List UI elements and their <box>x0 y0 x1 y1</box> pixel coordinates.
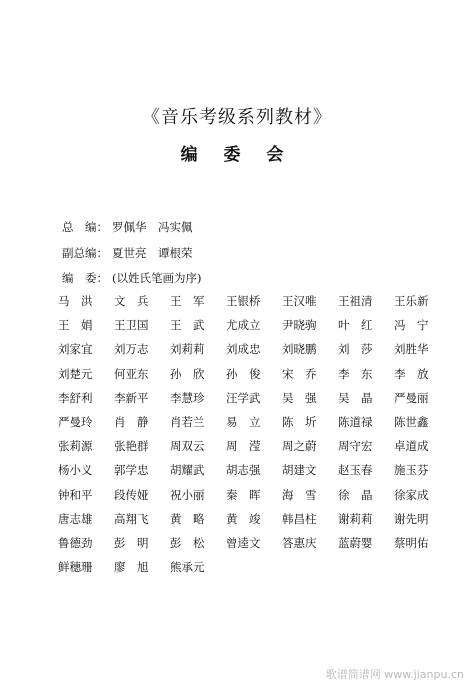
committee-member-name: 王乐新 <box>394 294 429 308</box>
committee-member-name: 孙 俊 <box>226 366 261 381</box>
committee-member-name: 杨小义 <box>58 463 93 478</box>
committee-member-name: 王 武 <box>170 318 205 333</box>
committee-member-name: 何亚东 <box>114 366 149 381</box>
committee-member-name: 黄 略 <box>170 511 205 526</box>
committee-member-name: 彭 明 <box>114 535 149 550</box>
chief-editor-line <box>62 219 193 235</box>
committee-member-name: 彭 松 <box>170 535 205 550</box>
committee-member-name: 王卫国 <box>114 318 149 333</box>
committee-member-name: 张莉源 <box>58 439 93 454</box>
committee-member-name: 答惠庆 <box>282 535 317 550</box>
committee-member-name: 陈世鑫 <box>394 414 429 429</box>
committee-member-name: 冯 宁 <box>394 318 429 333</box>
committee-member-name: 周双云 <box>170 439 205 454</box>
committee-member-name: 施玉芬 <box>394 463 429 478</box>
deputy-editor-names: 夏世亮 谭根荣 <box>112 246 193 260</box>
committee-member-name: 王 军 <box>170 294 205 308</box>
committee-member-grid <box>58 292 448 576</box>
committee-member-name: 徐家成 <box>394 487 429 502</box>
committee-member-name: 叶 红 <box>338 318 373 333</box>
committee-member-name: 陈道禄 <box>338 414 373 429</box>
committee-member-name: 唐志雄 <box>58 511 93 526</box>
committee-member-name: 鲁德劲 <box>58 535 93 550</box>
committee-member-name: 钟和平 <box>58 487 93 502</box>
committee-member-name: 周 滢 <box>226 439 261 454</box>
committee-member-name: 王汉唯 <box>282 294 317 308</box>
committee-member-name: 刘万志 <box>114 342 149 357</box>
committee-member-name: 谢莉莉 <box>338 511 373 526</box>
committee-members-line <box>62 270 201 286</box>
committee-member-name: 吴 晶 <box>338 390 373 405</box>
committee-member-name: 韩昌柱 <box>282 511 317 526</box>
committee-member-name: 海 雪 <box>282 487 317 502</box>
committee-member-name: 徐 晶 <box>338 487 373 502</box>
committee-member-name: 刘 莎 <box>338 342 373 357</box>
committee-member-name: 郭学忠 <box>114 463 149 478</box>
committee-member-name: 赵玉春 <box>338 463 373 478</box>
committee-member-name: 张艳群 <box>114 439 149 454</box>
site-watermark: 歌谱简谱网 www.jianpu.cn <box>325 668 464 681</box>
committee-member-name: 马 洪 <box>58 294 93 308</box>
committee-member-name: 刘成忠 <box>226 342 261 357</box>
committee-member-name: 刘胜华 <box>394 342 429 357</box>
committee-member-name: 陈 圻 <box>282 414 317 429</box>
committee-member-name: 严曼玲 <box>58 414 93 429</box>
committee-member-name: 鲜穗珊 <box>58 560 93 575</box>
committee-member-name: 蔡明佑 <box>394 535 429 550</box>
committee-member-name: 吴 强 <box>282 390 317 405</box>
committee-member-name: 孙 欣 <box>170 366 205 381</box>
committee-member-name: 胡建文 <box>282 463 317 478</box>
committee-member-name: 尤成立 <box>226 318 261 333</box>
committee-member-name: 宋 乔 <box>282 366 317 381</box>
committee-member-name: 李慧珍 <box>170 390 205 405</box>
committee-member-name: 王祖清 <box>338 294 373 308</box>
committee-heading: 编 委 会 <box>180 145 294 165</box>
committee-member-name: 刘楚元 <box>58 366 93 381</box>
committee-member-name: 高翔飞 <box>114 511 149 526</box>
book-series-title: 《音乐考级系列教材》 <box>142 107 332 128</box>
deputy-editor-role: 副总编： <box>62 246 108 260</box>
committee-member-name: 刘莉莉 <box>170 342 205 357</box>
committee-member-name: 尹晓驹 <box>282 318 317 333</box>
deputy-editor-line <box>62 245 193 261</box>
committee-members-note: (以姓氏笔画为序) <box>112 271 202 285</box>
committee-member-name: 李 放 <box>394 366 429 381</box>
committee-member-name: 易 立 <box>226 414 261 429</box>
committee-members-role: 编 委： <box>62 271 108 285</box>
committee-member-name: 段传娅 <box>114 487 149 502</box>
committee-member-name: 蓝蔚婴 <box>338 535 373 550</box>
committee-member-name: 刘晓鹏 <box>282 342 317 357</box>
committee-member-name: 李 东 <box>338 366 373 381</box>
committee-member-name: 祝小丽 <box>170 487 205 502</box>
committee-member-name: 刘家宜 <box>58 342 93 357</box>
committee-member-name: 王银桥 <box>226 294 261 308</box>
committee-member-name: 肖 静 <box>114 414 149 429</box>
committee-member-name: 黄 竣 <box>226 511 261 526</box>
committee-member-name: 汪学武 <box>226 390 261 405</box>
committee-member-name: 胡耀武 <box>170 463 205 478</box>
committee-member-name: 周之蔚 <box>282 439 317 454</box>
chief-editor-names: 罗佩华 冯实佩 <box>112 220 193 234</box>
committee-member-name: 严曼丽 <box>394 390 429 405</box>
committee-member-name: 谢先明 <box>394 511 429 526</box>
committee-member-name: 熊承元 <box>170 560 205 575</box>
committee-member-name: 胡志强 <box>226 463 261 478</box>
committee-member-name: 曾逵文 <box>226 535 261 550</box>
committee-member-name: 周守宏 <box>338 439 373 454</box>
committee-member-name: 卓道成 <box>394 439 429 454</box>
committee-member-name: 李舒利 <box>58 390 93 405</box>
committee-member-name: 王 娟 <box>58 318 93 333</box>
committee-member-name: 廖 旭 <box>114 560 149 575</box>
committee-member-name: 李新平 <box>114 390 149 405</box>
committee-member-name: 肖若兰 <box>170 414 205 429</box>
committee-member-name: 秦 晖 <box>226 487 261 502</box>
chief-editor-role: 总 编： <box>62 220 108 234</box>
committee-member-name: 文 兵 <box>114 294 149 308</box>
